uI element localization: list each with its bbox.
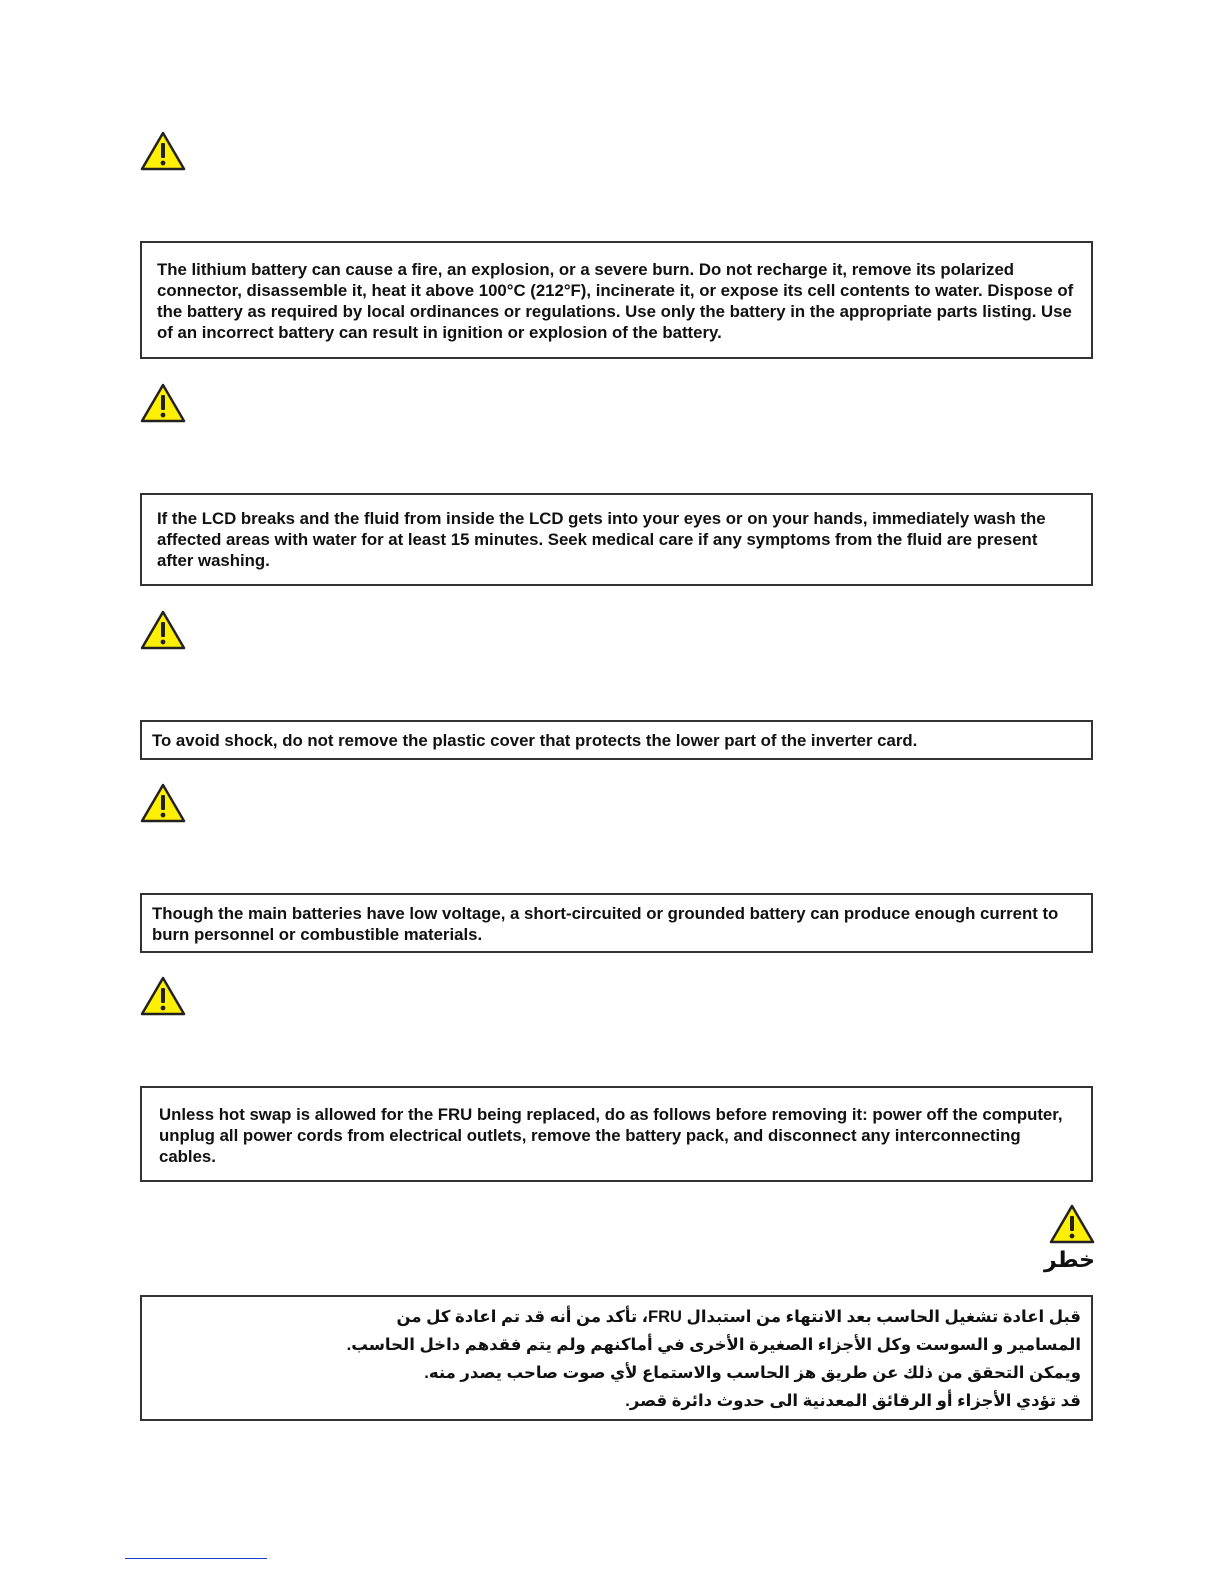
warning-triangle-icon — [140, 782, 186, 824]
notice-text: Unless hot swap is allowed for the FRU being replaced, do as follows before removing it: power off the computer, unplug all power cords from electrical outlets, remove the battery pack, and disconnect any interconnecting cables. — [159, 1105, 1063, 1166]
warning-triangle-icon — [140, 130, 186, 172]
notice-text: The lithium battery can cause a fire, an explosion, or a severe burn. Do not recharge it, remove its polarized connector, disassemble it, heat it above 100°C (212°F), incinerate it, or expose its cell contents to water. Dispose of the battery as required by local ordinances or regulations. Use only the battery in the appropriate parts listing. Use of an incorrect battery can result in ignition or explosion of the battery. — [157, 260, 1074, 342]
hot-swap-notice — [140, 1086, 1093, 1182]
inverter-shock-notice — [140, 720, 1093, 760]
arabic-danger-notice — [140, 1295, 1093, 1421]
arabic-line: قبل اعادة تشغيل الحاسب بعد الانتهاء من استبدال FRU، تأكد من أنه قد تم اعادة كل من — [396, 1308, 1081, 1326]
arabic-line: قد تؤدي الأجزاء أو الرقائق المعدنية الى حدوث دائرة قصر. — [625, 1392, 1081, 1410]
notice-text: To avoid shock, do not remove the plastic cover that protects the lower part of the inverter card. — [152, 731, 918, 750]
danger-label-arabic: خطر — [1044, 1247, 1095, 1272]
warning-triangle-icon — [140, 382, 186, 424]
warning-triangle-icon — [140, 975, 186, 1017]
lithium-battery-notice — [140, 241, 1093, 359]
arabic-line: ويمكن التحقق من ذلك عن طريق هز الحاسب والاستماع لأي صوت صاحب يصدر منه. — [424, 1364, 1081, 1382]
notice-text: If the LCD breaks and the fluid from inside the LCD gets into your eyes or on your hands, immediately wash the affected areas with water for at least 15 minutes. Seek medical care if any symptoms from the fluid are present after washing. — [157, 509, 1046, 570]
warning-triangle-icon — [140, 609, 186, 651]
battery-voltage-notice — [140, 893, 1093, 953]
arabic-line: المسامير و السوست وكل الأجزاء الصغيرة الأخرى في أماكنهم ولم يتم فقدهم داخل الحاسب. — [346, 1336, 1081, 1354]
warning-triangle-icon — [1049, 1203, 1095, 1245]
lcd-fluid-notice — [140, 493, 1093, 586]
notice-text: Though the main batteries have low voltage, a short-circuited or grounded battery can produce enough current to burn personnel or combustible materials. — [152, 904, 1059, 944]
footer-rule — [125, 1558, 267, 1559]
